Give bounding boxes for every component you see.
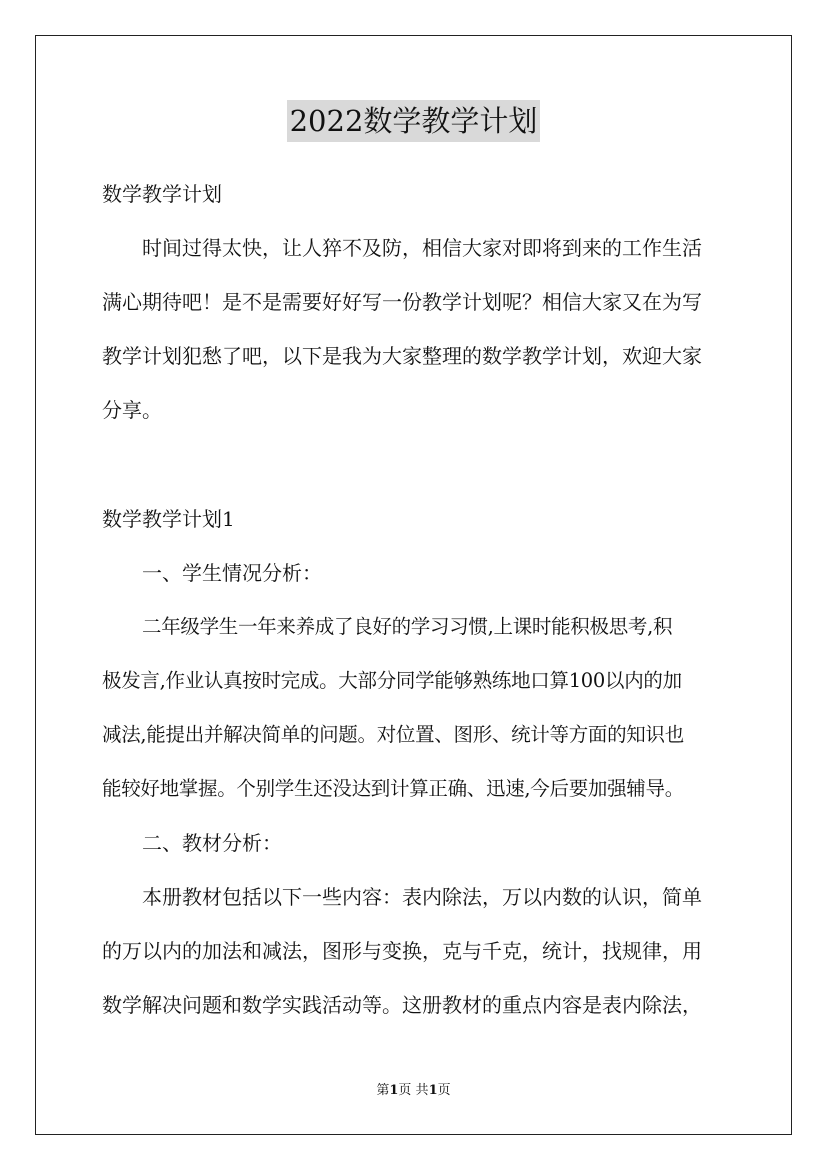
paragraph-line: 二年级学生一年来养成了良好的学习习惯,上课时能积极思考,积: [142, 615, 673, 638]
subsection-heading: 一、学生情况分析：: [142, 561, 322, 585]
subsection-heading: 二、教材分析：: [142, 831, 282, 855]
page-current: 1: [389, 1083, 399, 1098]
paragraph-line: 减法,能提出并解决简单的问题。对位置、图形、统计等方面的知识也: [102, 723, 684, 746]
paragraph-line: 的万以内的加法和减法，图形与变换，克与千克，统计，找规律，用: [102, 939, 702, 963]
paragraph-line: 教学计划犯愁了吧，以下是我为大家整理的数学教学计划，欢迎大家: [102, 344, 702, 368]
paragraph-line: 能较好地掌握。个别学生还没达到计算正确、迅速,今后要加强辅导。: [102, 777, 684, 800]
document-title: 2022数学教学计划: [287, 100, 541, 142]
paragraph-line: 数学解决问题和数学实践活动等。这册教材的重点内容是表内除法，: [102, 993, 702, 1017]
section-heading: 数学教学计划: [102, 182, 222, 206]
page-suffix: 页: [437, 1083, 451, 1098]
paragraph-line: 时间过得太快，让人猝不及防，相信大家对即将到来的工作生活: [142, 236, 702, 260]
page-total: 1: [428, 1083, 438, 1098]
paragraph-line: 满心期待吧！是不是需要好好写一份教学计划呢？相信大家又在为写: [102, 290, 702, 314]
title-container: [0, 100, 827, 142]
page-footer: [0, 1083, 827, 1099]
page-prefix: 第: [376, 1083, 390, 1098]
page-mid: 页 共: [398, 1083, 429, 1098]
section-heading: 数学教学计划1: [102, 507, 235, 531]
paragraph-line: 极发言,作业认真按时完成。大部分同学能够熟练地口算100以内的加: [102, 669, 682, 692]
paragraph-line: 本册教材包括以下一些内容：表内除法，万以内数的认识，简单: [142, 885, 702, 909]
paragraph-line: 分享。: [102, 398, 162, 422]
